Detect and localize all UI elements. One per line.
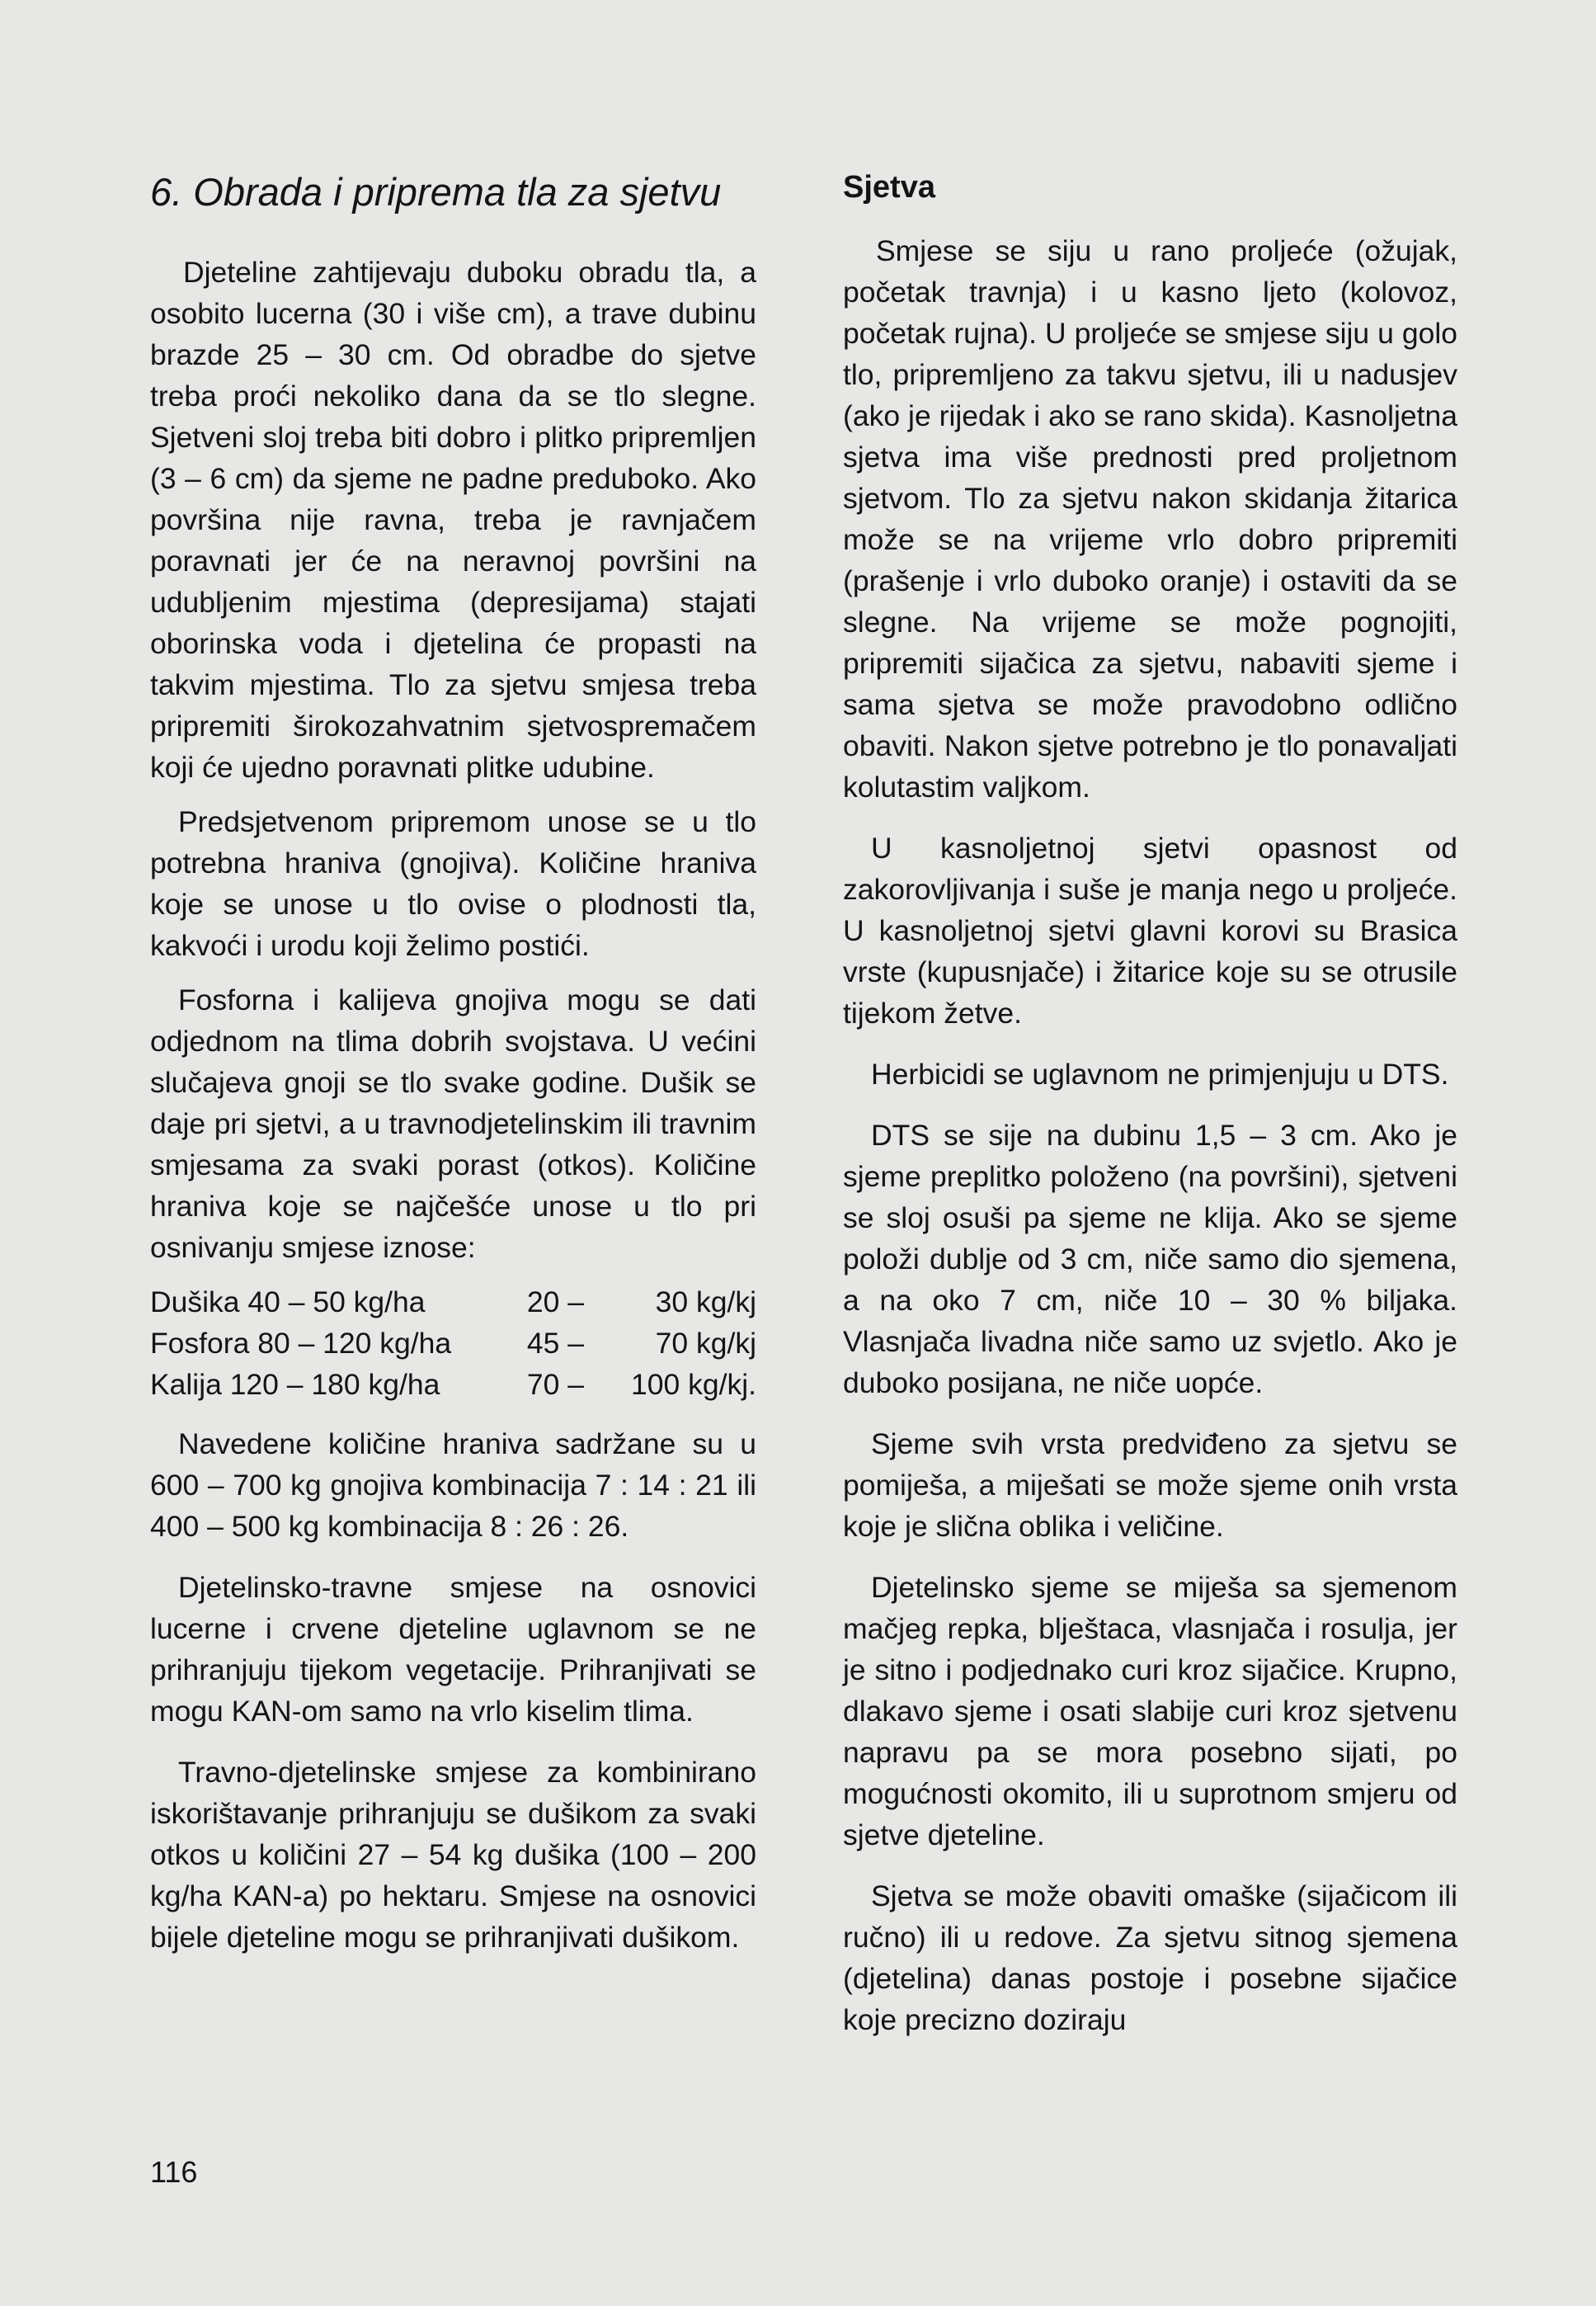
paragraph: Herbicidi se uglavnom ne primjenjuju u DTS. <box>871 1057 1449 1091</box>
page-number: 116 <box>150 2155 198 2189</box>
paragraph: Predsjetvenom pripremom unose se u tlo potrebna hraniva (gnojiva). Količine hraniva koje se unose u tlo ovise o plodnosti tla, kakvoći i urodu koji želimo postići. <box>150 805 756 963</box>
table-row <box>150 1281 756 1323</box>
rate-to-cell: 30 kg/kj <box>655 1285 756 1319</box>
paragraph: U kasnoljetnoj sjetvi opasnost od zakorovljivanja i suše je manja nego u proljeće. U kasnoljetnoj sjetvi glavni korovi su Brasica vrste (kupusnjače) i žitarice koje su se otrusile tijekom žetve. <box>843 831 1457 1030</box>
nutrient-cell: Fosfora 80 – 120 kg/ha <box>150 1327 452 1360</box>
paragraph: Djetelinsko-travne smjese na osnovici lucerne i crvene djeteline uglavnom se ne prihranjuju tijekom vegetacije. Prihranjivati se mogu KAN-om samo na vrlo kiselim tlima. <box>150 1571 756 1728</box>
rate-to-cell: 70 kg/kj <box>655 1327 756 1360</box>
paragraph: Djetelinsko sjeme se miješa sa sjemenom mačjeg repka, blještaca, vlasnjača i rosulja, jer je sitno i podjednako curi kroz sijačice. Krupno, dlakavo sjeme i osati slabije curi kroz sjetvenu napravu pa se mora posebno sijati, po mogućnosti okomito, ili u suprotnom smjeru od sjetve djeteline. <box>843 1570 1457 1851</box>
rate-from-cell: 20 – <box>526 1285 584 1319</box>
rate-from-cell: 45 – <box>526 1327 584 1360</box>
paragraph: DTS se sije na dubinu 1,5 – 3 cm. Ako je sjeme preplitko položeno (na površini), sjetveni se sloj osuši pa sjeme ne klija. Ako se sjeme položi dublje od 3 cm, niče samo dio sjemena, a na oko 7 cm, niče 10 – 30 % biljaka. Vlasnjača livadna niče samo uz svjetlo. Ako je duboko posijana, ne niče uopće. <box>843 1118 1457 1399</box>
paragraph: Travno-djetelinske smjese za kombinirano iskorištavanje prihranjuju se dušikom za svaki otkos u količini 27 – 54 kg dušika (100 – 200 kg/ha KAN-a) po hektaru. Smjese na osnovici bijele djeteline mogu se prihranjivati dušikom. <box>150 1756 756 1955</box>
paragraph: Smjese se siju u rano proljeće (ožujak, početak travnja) i u kasno ljeto (kolovoz, početak rujna). U proljeće se smjese siju u golo tlo, pripremljeno za takvu sjetvu, ili u nadusjev (ako je rijedak i ako se rano skida). Kasnoljetna sjetva ima više prednosti pred proljetnom sjetvom. Tlo za sjetvu nakon skidanja žitarica može se na vrijeme vrlo dobro pripremiti (prašenje i vrlo duboko oranje) i ostaviti da se slegne. Na vrijeme se može pognojiti, pripremiti sijačica za sjetvu, nabaviti sjeme i sama sjetva se može pravodobno odlično obaviti. Nakon sjetve potrebno je tlo ponavaljati kolutastim valjkom. <box>843 233 1457 804</box>
nutrient-cell: Dušika 40 – 50 kg/ha <box>150 1285 426 1319</box>
paragraph: Sjeme svih vrsta predviđeno za sjetvu se pomiješa, a miješati se može sjeme onih vrsta koje je slična oblika i veličine. <box>843 1427 1457 1543</box>
rate-from-cell: 70 – <box>526 1368 584 1402</box>
section-heading: Sjetva <box>843 170 935 205</box>
right-column <box>843 169 1457 2054</box>
rate-to-cell: 100 kg/kj. <box>631 1368 756 1402</box>
paragraph: Navedene količine hraniva sadržane su u 600 – 700 kg gnojiva kombinacija 7 : 14 : 21 ili 400 – 500 kg kombinacija 8 : 26 : 26. <box>150 1427 756 1544</box>
nutrient-cell: Kalija 120 – 180 kg/ha <box>150 1368 440 1402</box>
fertilizer-rates-table <box>150 1281 756 1405</box>
paragraph: Sjetva se može obaviti omaške (sijačicom ili ručno) ili u redove. Za sjetvu sitnog sjemena (djetelina) danas postoje i posebne sijačice koje precizno doziraju <box>843 1879 1457 2036</box>
paragraph: Fosforna i kalijeva gnojiva mogu se dati odjednom na tlima dobrih svojstava. U većini slučajeva gnoji se tlo svake godine. Dušik se daje pri sjetvi, a u travnodjetelinskim ili travnim smjesama za svaki porast (otkos). Količine hraniva koje se najčešće unose u tlo pri osnivanju smjese iznose: <box>150 983 756 1265</box>
chapter-title: 6. Obrada i priprema tla za sjetvu <box>150 170 722 214</box>
table-row <box>150 1364 756 1405</box>
left-column <box>150 169 756 1971</box>
paragraph: Djeteline zahtijevaju duboku obradu tla, a osobito lucerna (30 i više cm), a trave dubinu brazde 25 – 30 cm. Od obradbe do sjetve treba proći nekoliko dana da se tlo slegne. Sjetveni sloj treba biti dobro i plitko pripremljen (3 – 6 cm) da sjeme ne padne preduboko. Ako površina nije ravna, treba je ravnjačem poravnati jer će na neravnoj površini na udubljenim mjestima (depresijama) stajati oborinska voda i djetelina će propasti na takvim mjestima. Tlo za sjetvu smjesa treba pripremiti širokozahvatnim sjetvospremačem koji će ujedno poravnati plitke udubine. <box>150 256 756 785</box>
table-row <box>150 1323 756 1364</box>
